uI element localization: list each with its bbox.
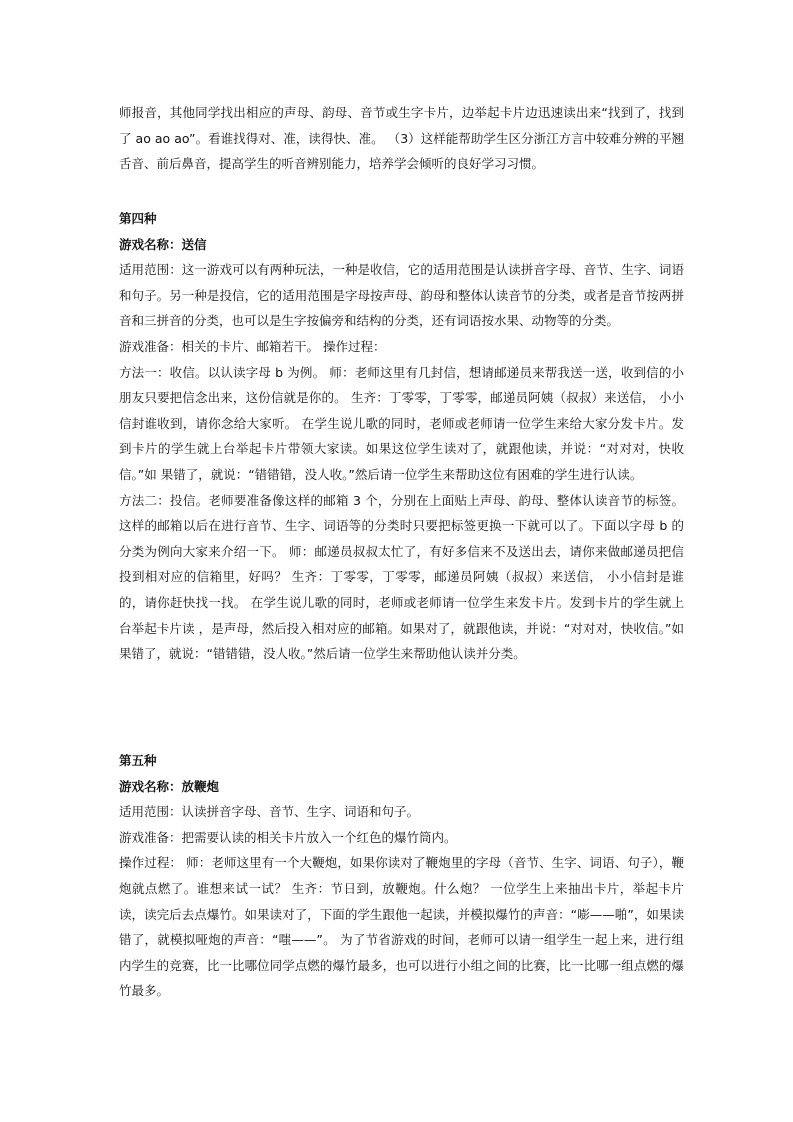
- section-4: [119, 206, 684, 667]
- section-5-process: 操作过程： 师：老师这里有一个大鞭炮，如果你读对了鞭炮里的字母（音节、生字、词语、句子），鞭炮就点燃了。谁想来试一试？ 生齐：节日到，放鞭炮。什么炮？ 一位学生上来抽出卡片，举起卡片读，读完后去点爆竹。如果读对了，下面的学生跟他一起读，并模拟爆竹的声音：“嘭——啪”，如果读错了，就模拟哑炮的声音：“嗤——”。 为了节省游戏的时间，老师可以请一组学生一起上来，进行组内学生的竞赛，比一比哪位同学点燃的爆竹最多，也可以进行小组之间的比赛，比一比哪一组点燃的爆竹最多。: [119, 855, 684, 999]
- section-5-game-name: 游戏名称：放鞭炮: [119, 778, 220, 794]
- section-4-scope: 适用范围：这一游戏可以有两种玩法，一种是收信，它的适用范围是认读拼音字母、音节、生字、词语和句子。另一种是投信，它的适用范围是字母按声母、韵母和整体认读音节的分类，或者是音节按两拼音和三拼音的分类，也可以是生字按偏旁和结构的分类，还有词语按水果、动物等的分类。: [119, 262, 684, 329]
- section-4-game-name: 游戏名称：送信: [119, 236, 207, 252]
- section-5-scope: 适用范围：认读拼音字母、音节、生字、词语和句子。: [119, 804, 420, 820]
- section-5: [119, 748, 684, 1004]
- section-5-prep: 游戏准备：把需要认读的相关卡片放入一个红色的爆竹筒内。: [119, 829, 457, 845]
- section-4-method-1: 方法一：收信。以认读字母 b 为例。 师：老师这里有几封信，想请邮递员来帮我送一送，收到信的小朋友只要把信念出来，这份信就是你的。 生齐：丁零零，丁零零，邮递员阿姨（叔叔）来送信， 小小信封谁收到，请你念给大家听。 在学生说儿歌的同时，老师或老师请一位学生来给大家分发卡片。发到卡片的学生就上台举起卡片带领大家读。如果这位学生读对了，就跟他读，并说：“对对对，快收信。”如 果错了，就说：“错错错，没人收。”然后请一位学生来帮助这位有困难的学生进行认读。: [119, 364, 684, 482]
- section-4-method-2: 方法二：投信。老师要准备像这样的邮箱 3 个，分别在上面贴上声母、韵母、整体认读音节的标签。这样的邮箱以后在进行音节、生字、词语等的分类时只要把标签更换一下就可以了。下面以字母 b 的分类为例向大家来介绍一下。 师：邮递员叔叔太忙了，有好多信来不及送出去，请你来做邮递员把信投到相对应的信箱里，好吗？ 生齐：丁零零，丁零零，邮递员阿姨（叔叔）来送信， 小小信封是谁的，请你赶快找一找。 在学生说儿歌的同时，老师或老师请一位学生来发卡片。发到卡片的学生就上台举起卡片读 ，是声母，然后投入相对应的邮箱。如果对了，就跟他读，并说：“对对对，快收信。”如果错了，就说：“错错错，没人收。”然后请一位学生来帮助他认读并分类。: [119, 492, 684, 662]
- intro-paragraph: 师报音，其他同学找出相应的声母、韵母、音节或生字卡片，边举起卡片边迅速读出来“找到了，找到了 ao ao ao”。看谁找得对、准，读得快、准。 （3）这样能帮助学生区分浙江方言中较难分辨的平翘舌音、前后鼻音，提高学生的听音辨别能力，培养学会倾听的良好学习习惯。: [119, 105, 684, 172]
- section-5-heading: 第五种: [119, 753, 157, 768]
- intro-block: [119, 100, 684, 177]
- section-4-prep: 游戏准备：相关的卡片、邮箱若干。 操作过程：: [119, 338, 386, 354]
- section-4-heading: 第四种: [119, 211, 157, 226]
